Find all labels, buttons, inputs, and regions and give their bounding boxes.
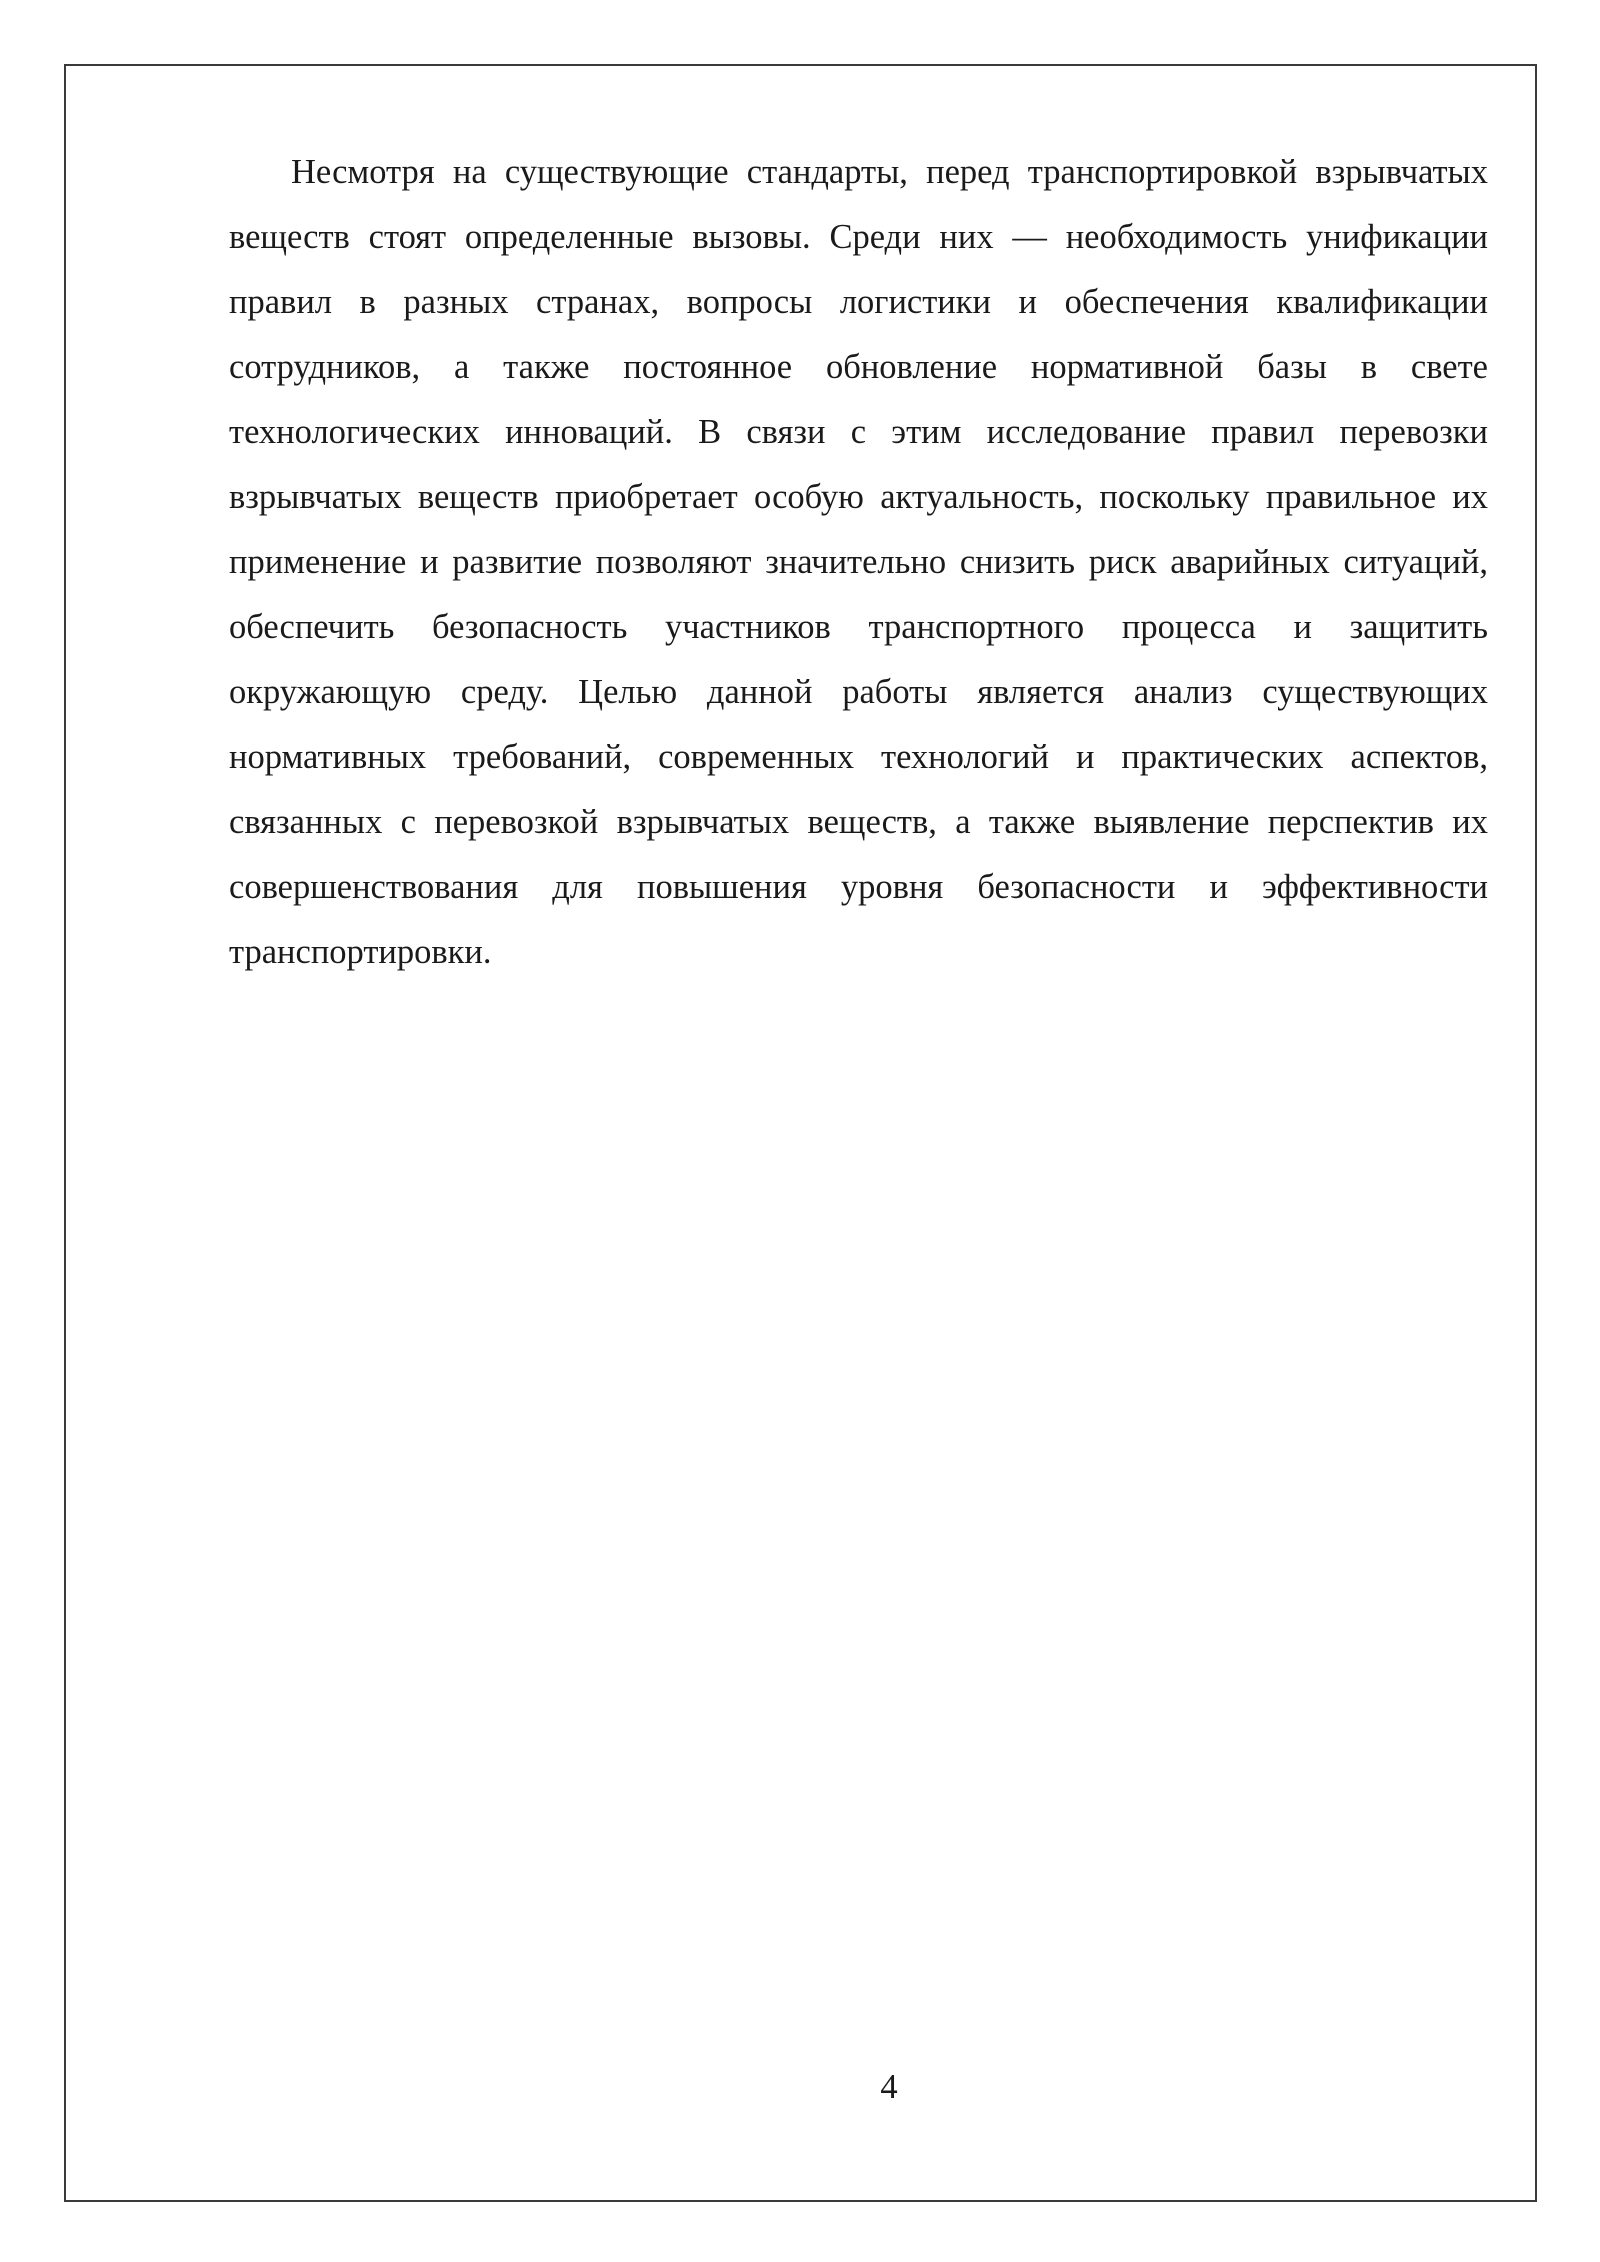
page-number: 4 <box>880 2068 898 2106</box>
body-paragraph: Несмотря на существующие стандарты, перед транспортировкой взрывчатых веществ стоят определенные вызовы. Среди них — необходимость унификации правил в разных странах, вопросы логистики и обеспечения квалификации сотрудников, а также постоянное обновление нормативной базы в свете технологических инноваций. В связи с этим исследование правил перевозки взрывчатых веществ приобретает особую актуальность, поскольку правильное их применение и развитие позволяют значительно снизить риск аварийных ситуаций, обеспечить безопасность участников транспортного процесса и защитить окружающую среду. Целью данной работы является анализ существующих нормативных требований, современных технологий и практических аспектов, связанных с перевозкой взрывчатых веществ, а также выявление перспектив их совершенствования для повышения уровня безопасности и эффективности транспортировки. <box>229 153 1488 971</box>
page-body <box>229 140 1488 985</box>
